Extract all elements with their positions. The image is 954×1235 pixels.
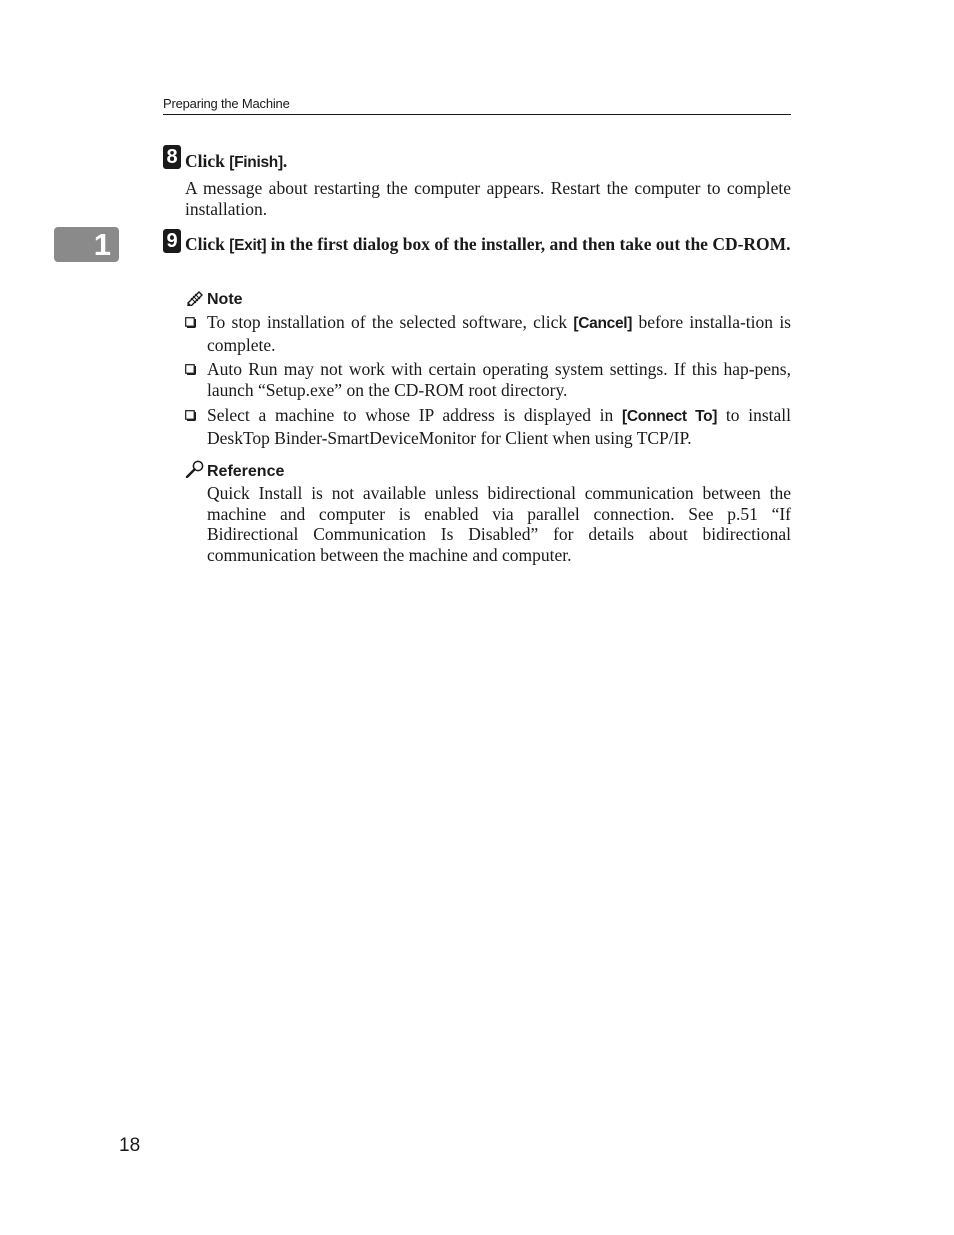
step-number-9: 9 [163, 229, 181, 253]
exit-key-label: [Exit] [229, 237, 267, 254]
note-heading-label: Note [207, 291, 243, 308]
magnifier-icon [185, 460, 205, 484]
note-item-text: To stop installation of the selected software, click [207, 312, 574, 332]
checkbox-bullet-icon [185, 317, 196, 328]
note-item [185, 359, 791, 400]
step-8-title [185, 151, 791, 173]
pencil-icon [185, 289, 205, 312]
step-9-title-suffix: in the first dialog box of the installer, and then take out the CD-ROM. [266, 234, 791, 254]
chapter-tab: 1 [54, 227, 119, 262]
note-item [185, 405, 791, 448]
page-number: 18 [119, 1135, 141, 1156]
step-9-title-prefix: Click [185, 234, 230, 254]
running-header: Preparing the Machine [163, 96, 791, 115]
note-item-text: Auto Run may not work with certain operating system settings. If this hap-pens, launch “Setup.exe” on the CD-ROM root directory. [207, 359, 791, 400]
note-heading [185, 289, 243, 312]
step-8-title-suffix: . [282, 151, 288, 171]
finish-key-label: [Finish] [229, 154, 283, 171]
note-item [185, 312, 791, 355]
step-9-title [185, 234, 791, 256]
step-8-body: A message about restarting the computer appears. Restart the computer to complete installation. [185, 178, 791, 219]
note-item-text: before installa-tion is complete. [207, 312, 791, 355]
note-item-text: to install DeskTop Binder-SmartDeviceMonitor for Client when using TCP/IP. [207, 405, 791, 448]
reference-text: Quick Install is not available unless bidirectional communication between the machine and computer is enabled via parallel connection. See p.51 “If Bidirectional Communication Is Disabled” for details about bidirectional communication between the machine and computer. [207, 483, 791, 565]
cancel-key-label: [Cancel] [573, 315, 633, 332]
note-item-text: Select a machine to whose IP address is displayed in [207, 405, 623, 425]
checkbox-bullet-icon [185, 364, 196, 375]
step-8-title-prefix: Click [185, 151, 230, 171]
connect-to-key-label: [Connect To] [622, 408, 718, 425]
reference-heading-label: Reference [207, 463, 285, 480]
reference-heading [185, 460, 284, 484]
checkbox-bullet-icon [185, 410, 196, 421]
step-number-8: 8 [163, 145, 181, 169]
